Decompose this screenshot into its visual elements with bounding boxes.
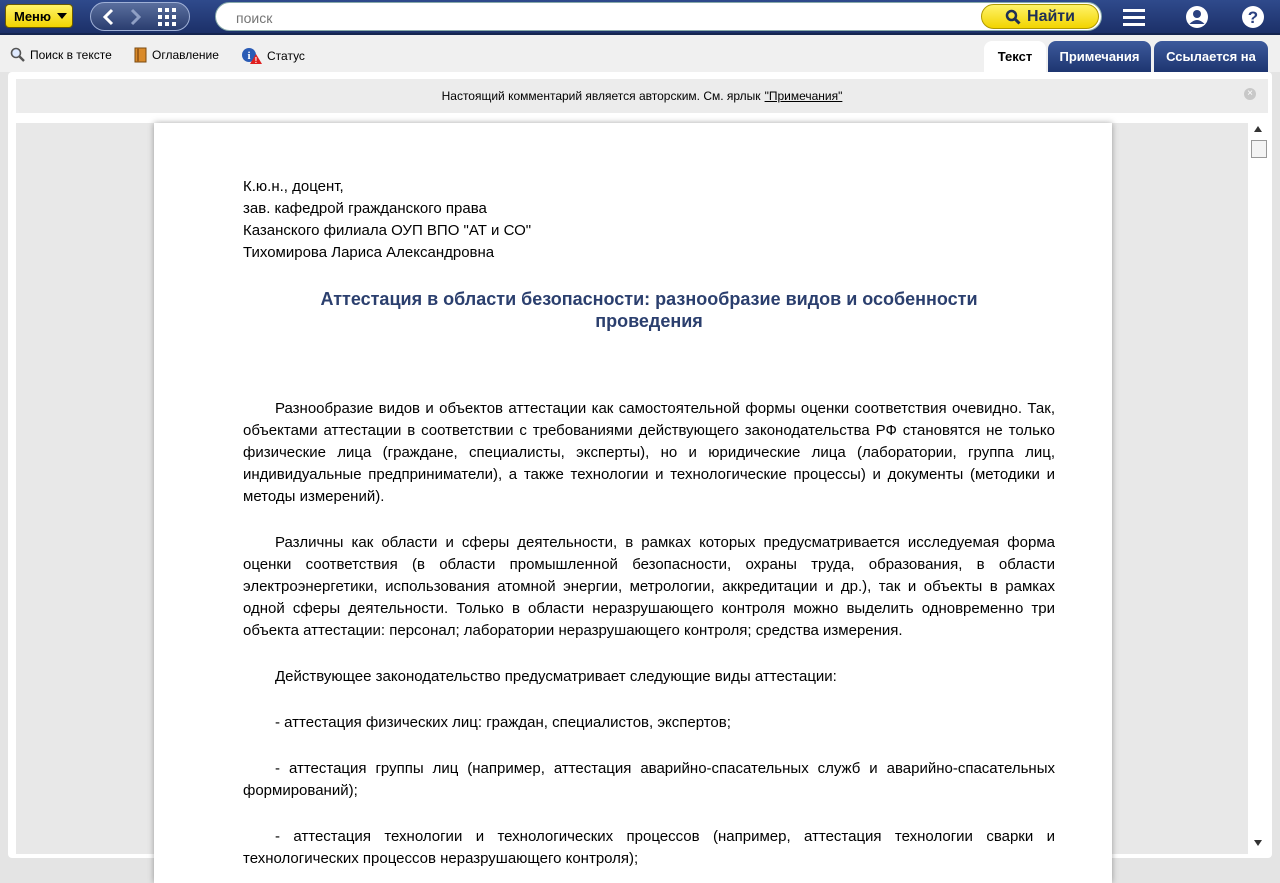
tab-references[interactable]	[1154, 41, 1268, 72]
svg-text:?: ?	[1247, 7, 1259, 27]
help-icon	[1241, 5, 1265, 29]
scroll-thumb[interactable]	[1251, 140, 1267, 158]
menu-label: Меню	[14, 8, 52, 24]
status-button[interactable]	[241, 47, 305, 65]
tab-references-label: Ссылается на	[1166, 49, 1256, 64]
tab-text[interactable]	[984, 41, 1046, 72]
info-warning-icon	[241, 47, 263, 65]
toolbar	[0, 35, 1280, 72]
top-bar	[0, 0, 1280, 35]
svg-text:!: !	[254, 56, 258, 65]
author-notice-bar	[16, 79, 1268, 113]
contents-button[interactable]	[134, 47, 219, 63]
scroll-down-icon[interactable]	[1254, 840, 1262, 846]
tab-text-label: Текст	[997, 49, 1033, 64]
magnifier-icon	[1005, 9, 1021, 25]
document-title: Аттестация в области безопасности: разнообразие видов и особенности проведения	[320, 289, 978, 331]
apps-button[interactable]	[153, 3, 181, 30]
hamburger-button[interactable]	[1114, 2, 1154, 31]
svg-text:i: i	[247, 50, 251, 62]
user-button[interactable]	[1177, 2, 1217, 31]
help-button[interactable]	[1233, 2, 1273, 31]
hamburger-icon	[1123, 8, 1145, 26]
scroll-up-icon[interactable]	[1254, 126, 1262, 132]
grid-icon	[158, 8, 176, 26]
list-item: - аттестация физических лиц: граждан, специалистов, экспертов;	[275, 714, 731, 731]
paragraph: Разнообразие видов и объектов аттестации как самостоятельной формы оценки соответствия очевидно. Так, объектами аттестации в соответствии с требованиями действующего законодательства РФ становятся не только физические лица (граждане, специалисты, эксперты), но и юридические лица (лаборатории, группа лиц, индивидуальные предприниматели), а также технологии и технологические процессы) и документы (методики и методы измерений).	[243, 400, 1055, 505]
user-icon	[1185, 5, 1209, 29]
contents-label: Оглавление	[152, 48, 219, 62]
search-in-text-button[interactable]	[10, 47, 112, 63]
back-button[interactable]	[94, 3, 122, 30]
dropdown-arrow-icon	[57, 13, 67, 19]
list-item: - аттестация группы лиц (например, аттестация аварийно-спасательных служб и аварийно-спасательных формирований);	[243, 760, 1055, 799]
notice-text: Настоящий комментарий является авторским. См. ярлык	[441, 89, 761, 103]
status-label: Статус	[267, 49, 305, 63]
search-box	[215, 2, 1102, 31]
book-icon	[134, 47, 148, 63]
navigation-group	[90, 2, 190, 31]
search-icon	[10, 47, 26, 63]
author-line: Казанского филиала ОУП ВПО "АТ и СО"	[243, 222, 532, 239]
document-viewport	[16, 123, 1248, 867]
document-content	[243, 176, 1055, 870]
document-page	[154, 123, 1112, 883]
author-line: зав. кафедрой гражданского права	[243, 200, 487, 217]
forward-button[interactable]	[122, 3, 150, 30]
chevron-left-icon	[101, 8, 115, 26]
tab-notes[interactable]	[1048, 41, 1151, 72]
search-input[interactable]	[234, 8, 958, 28]
find-button[interactable]	[981, 4, 1099, 29]
paragraph: Различны как области и сферы деятельности, в рамках которых предусматривается исследуемая форма оценки соответствия (в области промышленной безопасности, охраны труда, образования, в области электроэнергетики, использования атомной энергии, метрологии, аккредитации и др.), так и объекты в рамках одной сферы деятельности. Только в области неразрушающего контроля можно выделить одновременно три объекта аттестации: персонал; лаборатории неразрушающего контроля; средства измерения.	[243, 534, 1055, 639]
notes-link[interactable]: "Примечания"	[764, 89, 843, 103]
paragraph: Действующее законодательство предусматривает следующие виды аттестации:	[275, 668, 837, 685]
list-item: - аттестация технологии и технологических процессов (например, аттестация технологии сварки и технологических процессов неразрушающего контроля);	[243, 828, 1055, 867]
menu-button[interactable]	[5, 4, 73, 28]
author-block	[243, 176, 1055, 264]
author-line: Тихомирова Лариса Александровна	[243, 244, 495, 261]
find-label: Найти	[1027, 7, 1075, 25]
search-in-text-label: Поиск в тексте	[30, 48, 112, 62]
tab-notes-label: Примечания	[1059, 49, 1140, 64]
close-icon[interactable]: ×	[1244, 88, 1256, 100]
author-line: К.ю.н., доцент,	[243, 178, 344, 195]
chevron-right-icon	[129, 8, 143, 26]
vertical-scrollbar[interactable]	[1250, 123, 1268, 854]
